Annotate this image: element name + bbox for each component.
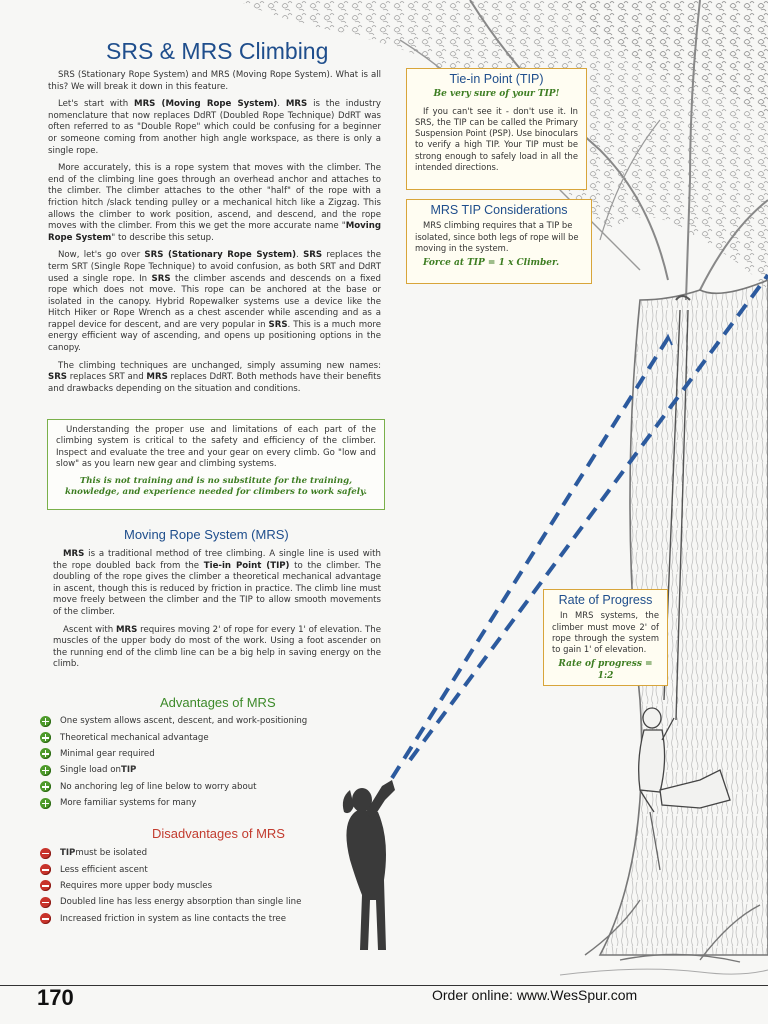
safety-notice — [47, 419, 385, 510]
tip-callout-emphasis: Be very sure of your TIP! — [433, 89, 560, 100]
progress-callout-text: In MRS systems, the climber must move 2' of rope through the system to gain 1' of elevation. — [552, 610, 659, 655]
disadvantages-heading: Disadvantages of MRS — [152, 826, 285, 841]
intro-paragraph-4: Now, let's go over SRS (Stationary Rope System). SRS replaces the term SRT (Single Rope Technique) to avoid confusion, as both SRT and DdRT used a single rope. In SRS the climber ascends and descends on a fixed rope which does not move. This rope can be anchored at the base or isolated in the canopy. Hybrid Ropewalker systems use a device like the Hitch Hiker or Rope Wrench as a chest ascender while ascending and as a rappel device for descent, and are very popular in SRS. This is a much more energy efficient way of ascending, and opens up positioning options in the canopy. — [48, 250, 382, 354]
list-item: One system allows ascent, descent, and work-positioning — [40, 713, 307, 729]
progress-callout-title: Rate of Progress — [558, 593, 653, 607]
tip-callout-text: If you can't see it - don't use it. In SRS, the TIP can be called the Primary Suspension Point (PSP). Use binoculars to verify a high TIP. Your TIP must be strong enough to safely load in all the intended directions. — [415, 105, 578, 173]
page-number: 170 — [37, 985, 74, 1010]
list-item: TIP must be isolated — [40, 845, 301, 861]
safety-warning: This is not training and is no substitute for the training, knowledge, and experience needed for climbers to work safely. — [64, 475, 368, 498]
page-title: SRS & MRS Climbing — [106, 38, 329, 64]
mrs-text — [53, 549, 381, 677]
minus-icon — [40, 897, 51, 908]
progress-callout-formula: Rate of progress = 1:2 — [558, 659, 653, 681]
list-item: Less efficient ascent — [40, 861, 301, 877]
list-item: Minimal gear required — [40, 746, 307, 762]
mrs-tip-callout-formula: Force at TIP = 1 x Climber. — [423, 258, 560, 269]
minus-icon — [40, 848, 51, 859]
mrs-tip-callout-text: MRS climbing requires that a TIP be isolated, since both legs of rope will be moving in the system. — [415, 220, 579, 253]
mrs-paragraph-1: MRS is a traditional method of tree climbing. A single line is used with the rope doubled back from the Tie-in Point (TIP) to the climber. The doubling of the rope gives the climber a theoretical mechanical advantage in ascent, though this is reduced by friction in practice. The climb line must move freely between the climber and the TIP to allow smooth movements of the climber. — [53, 549, 382, 617]
intro-paragraph-1: SRS (Stationary Rope System) and MRS (Moving Rope System). What is all this? We will break it down in this feature. — [48, 70, 381, 92]
tip-callout-title: Tie-in Point (TIP) — [449, 72, 544, 86]
intro-paragraph-2: Let's start with MRS (Moving Rope System). MRS is the industry nomenclature that now replaces DdRT (Doubled Rope Technique) DdRT was often referred to as "Double Rope" which could be confusing for a beginner or someone coming from another high angle workspace, as there is only a single rope. — [48, 99, 381, 156]
list-item: Requires more upper body muscles — [40, 878, 301, 894]
minus-icon — [40, 864, 51, 875]
footer-divider — [0, 985, 768, 986]
list-item: Single load on TIP — [40, 762, 307, 778]
progress-callout — [543, 589, 668, 686]
advantages-heading: Advantages of MRS — [160, 695, 276, 710]
list-item: Increased friction in system as line contacts the tree — [40, 911, 301, 927]
intro-paragraph-5: The climbing techniques are unchanged, simply assuming new names: SRS replaces SRT and MRS replaces DdRT. Both methods have their benefits and drawbacks depending on the situation and conditions. — [48, 360, 382, 394]
plus-icon — [40, 748, 51, 759]
minus-icon — [40, 880, 51, 891]
tip-callout — [406, 68, 587, 190]
mrs-paragraph-2: Ascent with MRS requires moving 2' of rope for every 1' of elevation. The muscles of the upper body do most of the work. Using a foot ascender on the running end of the climb line can be a big help in saving energy on the climb. — [53, 624, 381, 670]
plus-icon — [40, 781, 51, 792]
list-item: Theoretical mechanical advantage — [40, 729, 307, 745]
plus-icon — [40, 798, 51, 809]
mrs-tip-callout — [406, 199, 592, 284]
minus-icon — [40, 913, 51, 924]
mrs-heading: Moving Rope System (MRS) — [124, 527, 289, 542]
list-item: No anchoring leg of line below to worry about — [40, 779, 307, 795]
plus-icon — [40, 765, 51, 776]
intro-paragraph-3: More accurately, this is a rope system that moves with the climber. The end of the climbing line goes through an overhead anchor and attaches to the climber. The climber attaches to the other "half" of the rope with a friction hitch /slack tending pulley or a mechanical hitch like a Zigzag. This allows the climber to work position, ascend, and descend, and the rope moves with the climber. From this we get the more accurate name "Moving Rope System" to describe this setup. — [48, 163, 381, 243]
disadvantages-list — [40, 845, 301, 927]
safety-notice-text: Understanding the proper use and limitations of each part of the climbing system is critical to the safety and efficiency of the climber. Inspect and evaluate the tree and your gear on every climb. Go "low and slow" as you learn new gear and climbing systems. — [56, 425, 376, 470]
order-online-link[interactable]: Order online: www.WesSpur.com — [432, 987, 638, 1003]
list-item: Doubled line has less energy absorption than single line — [40, 894, 301, 910]
list-item: More familiar systems for many — [40, 795, 307, 811]
mrs-tip-callout-title: MRS TIP Considerations — [430, 203, 568, 217]
plus-icon — [40, 716, 51, 727]
intro-text — [48, 70, 381, 401]
advantages-list — [40, 713, 307, 811]
plus-icon — [40, 732, 51, 743]
